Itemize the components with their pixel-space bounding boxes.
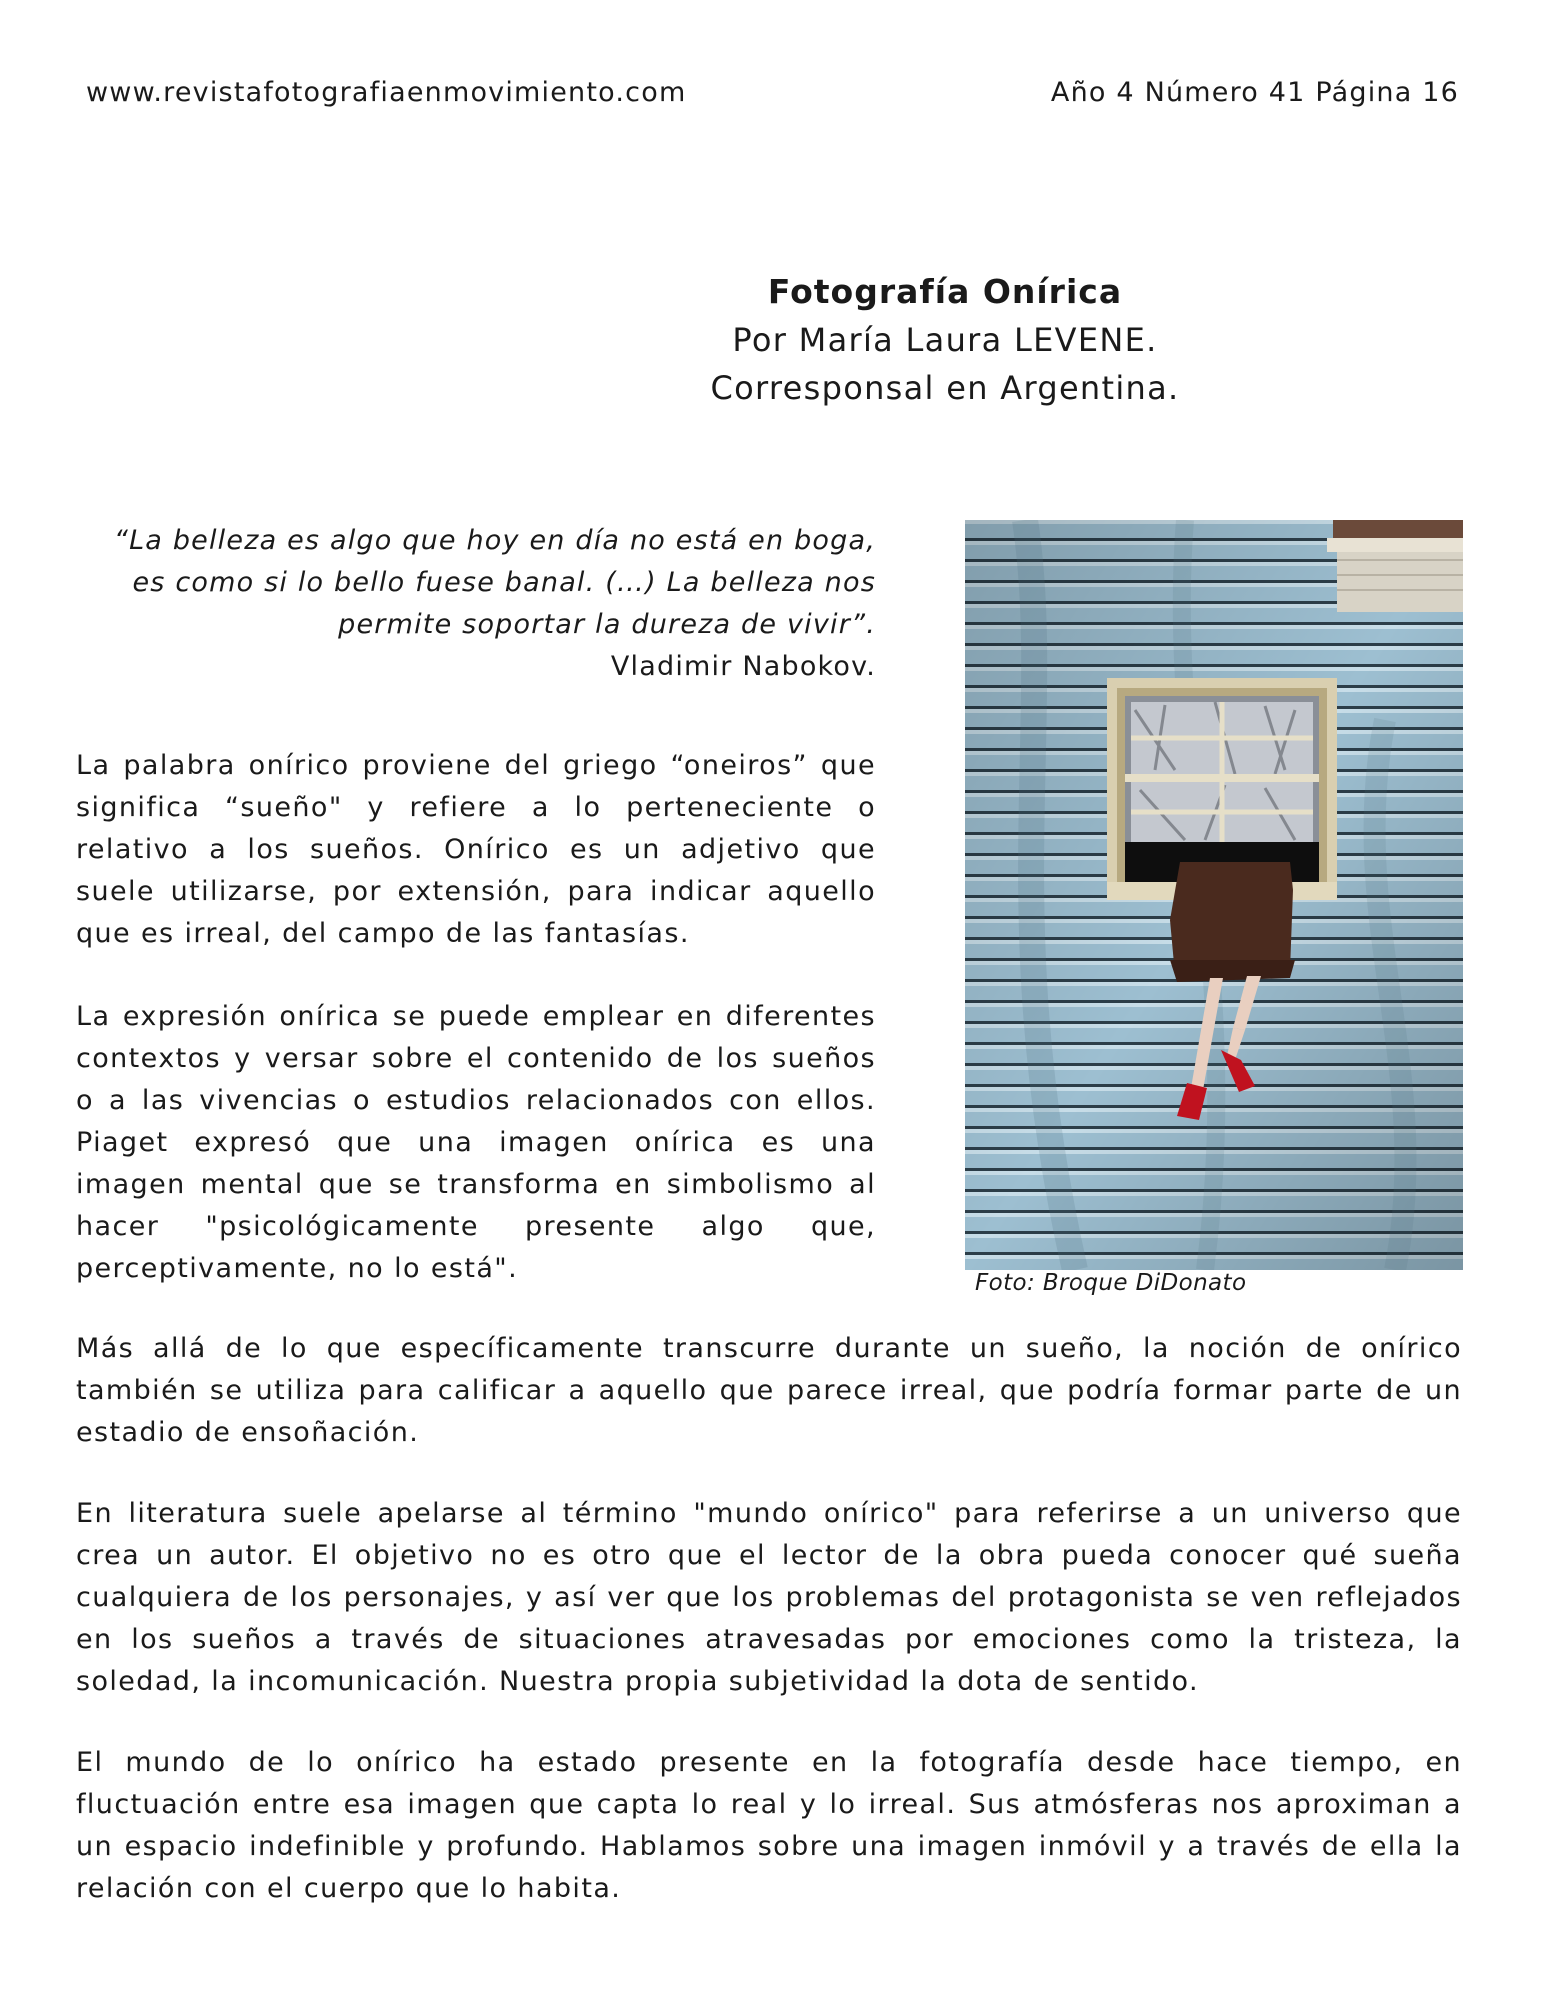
epigraph-quote: “La belleza es algo que hoy en día no está en boga, es como si lo bello fuese banal. (…) La belleza nos permite soportar la dureza de vivir”.: [113, 525, 876, 640]
photo-caption: Foto: Broque DiDonato: [975, 1270, 1247, 1296]
body-paragraph: En literatura suele apelarse al término "mundo onírico" para referirse a un universo que crea un autor. El objetivo no es otro que el lector de la obra pueda conocer qué sueña cualquiera de los personajes, y así ver que los problemas del protagonista se ven reflejados en los sueños a través de situaciones atravesadas por emociones como la tristeza, la soledad, la incomunicación. Nuestra propia subjetividad la dota de sentido.: [76, 1498, 1462, 1697]
epigraph-author: Vladimir Nabokov.: [610, 651, 876, 682]
author-byline: Por María Laura LEVENE.: [732, 321, 1158, 359]
body-paragraph: La palabra onírico proviene del griego “oneiros” que significa “sueño" y refiere a lo perteneciente o relativo a los sueños. Onírico es un adjetivo que suele utilizarse, por extensión, para indicar aquello que es irreal, del campo de las fantasías.: [76, 750, 876, 949]
photo-illustration: [965, 520, 1463, 1270]
article-photo: [965, 520, 1463, 1270]
article-title: Fotografía Onírica: [767, 272, 1123, 311]
issue-page-info: Año 4 Número 41 Página 16: [1050, 77, 1459, 108]
website-url: www.revistafotografiaenmovimiento.com: [86, 77, 687, 108]
body-paragraph: La expresión onírica se puede emplear en diferentes contextos y versar sobre el contenido de los sueños o a las vivencias o estudios relacionados con ellos. Piaget expresó que una imagen onírica es una imagen mental que se transforma en simbolismo al hacer "psicológicamente presente algo que, perceptivamente, no lo está".: [76, 1001, 876, 1284]
article-heading: [620, 268, 1270, 412]
epigraph: [76, 520, 876, 688]
body-paragraph: Más allá de lo que específicamente transcurre durante un sueño, la noción de onírico también se utiliza para calificar a aquello que parece irreal, que podría formar parte de un estadio de ensoñación.: [76, 1333, 1462, 1448]
author-role: Corresponsal en Argentina.: [710, 369, 1180, 407]
body-paragraph: El mundo de lo onírico ha estado presente en la fotografía desde hace tiempo, en fluctuación entre esa imagen que capta lo real y lo irreal. Sus atmósferas nos aproximan a un espacio indefinible y profundo. Hablamos sobre una imagen inmóvil y a través de ella la relación con el cuerpo que lo habita.: [76, 1747, 1462, 1904]
